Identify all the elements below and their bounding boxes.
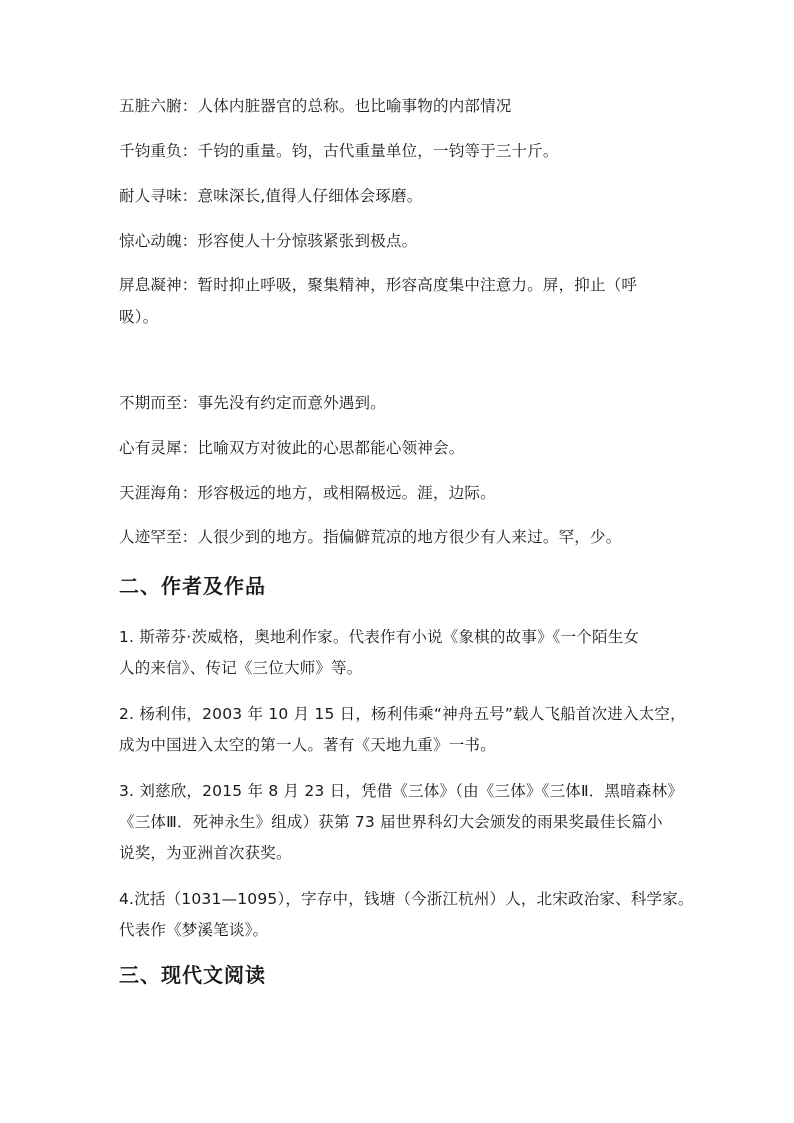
author-zweig-line2: 人的来信》、传记《三位大师》等。 [119, 659, 363, 677]
idiom-pingxi-ningshen-line1: 屏息凝神：暂时抑止呼吸，聚集精神，形容高度集中注意力。屏，抑止（呼 [119, 276, 638, 294]
idiom-buqi-erzhi: 不期而至：事先没有约定而意外遇到。 [119, 394, 386, 412]
idiom-jingxin-dongpo: 惊心动魄：形容使人十分惊骇紧张到极点。 [119, 232, 418, 250]
author-liu-cixin-line2: 《三体Ⅲ．死神永生》组成）获第 73 届世界科幻大会颁发的雨果奖最佳长篇小 [119, 813, 663, 831]
author-shen-kuo-line1: 4.沈括（1031—1095），字存中，钱塘（今浙江杭州）人，北宋政治家、科学家。 [119, 890, 694, 908]
section-heading-authors: 二、作者及作品 [119, 574, 266, 598]
idiom-wuzang-liufu: 五脏六腑：人体内脏器官的总称。也比喻事物的内部情况 [119, 97, 512, 115]
idiom-pingxi-ningshen-line2: 吸）。 [119, 308, 159, 326]
section-heading-reading: 三、现代文阅读 [119, 963, 266, 987]
author-yang-liwei-line1: 2. 杨利伟，2003 年 10 月 15 日，杨利伟乘“神舟五号”载人飞船首次进入太空， [119, 705, 686, 723]
author-liu-cixin-line3: 说奖，为亚洲首次获奖。 [119, 844, 292, 862]
author-yang-liwei-line2: 成为中国进入太空的第一人。著有《天地九重》一书。 [119, 736, 496, 754]
author-shen-kuo-line2: 代表作《梦溪笔谈》。 [119, 921, 269, 939]
idiom-xinyou-lingxi: 心有灵犀：比喻双方对彼此的心思都能心领神会。 [119, 439, 465, 457]
idiom-nairen-xunwei: 耐人寻味：意味深长,值得人仔细体会琢磨。 [119, 187, 423, 205]
idiom-renji-hanzhi: 人迹罕至：人很少到的地方。指偏僻荒凉的地方很少有人来过。罕，少。 [119, 528, 622, 546]
author-zweig-line1: 1. 斯蒂芬·茨威格，奥地利作家。代表作有小说《象棋的故事》《一个陌生女 [119, 628, 640, 646]
author-liu-cixin-line1: 3. 刘慈欣，2015 年 8 月 23 日，凭借《三体》（由《三体》《三体Ⅱ．黑暗森林》 [119, 782, 684, 800]
idiom-qianjun-zhongfu: 千钧重负：千钧的重量。钧，古代重量单位，一钧等于三十斤。 [119, 142, 559, 160]
idiom-tianya-haijiao: 天涯海角：形容极远的地方，或相隔极远。涯，边际。 [119, 484, 496, 502]
